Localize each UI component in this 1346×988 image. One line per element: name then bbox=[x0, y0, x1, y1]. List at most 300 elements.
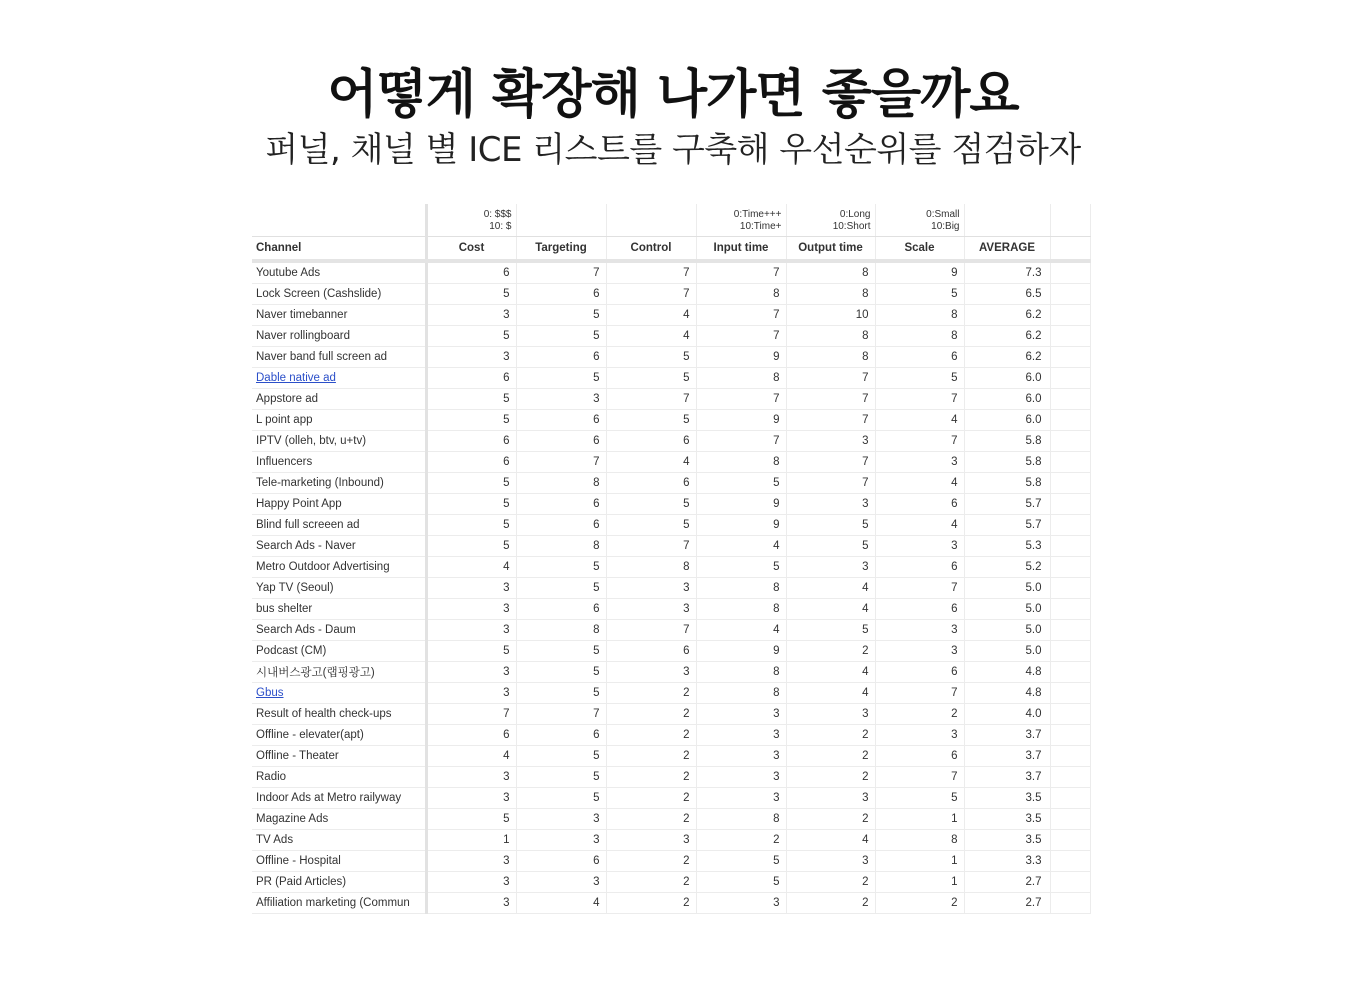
score-cell: 6 bbox=[516, 494, 606, 515]
empty-cell bbox=[1050, 872, 1090, 893]
note-cell: 10:Time+ bbox=[696, 221, 786, 237]
empty-cell bbox=[1050, 515, 1090, 536]
score-cell: 7 bbox=[786, 452, 875, 473]
channel-cell[interactable] bbox=[252, 368, 426, 389]
score-cell: 9 bbox=[696, 347, 786, 368]
score-cell: 10 bbox=[786, 305, 875, 326]
average-cell: 5.8 bbox=[964, 452, 1050, 473]
header-channel: Channel bbox=[252, 237, 426, 262]
channel-cell: Magazine Ads bbox=[252, 809, 426, 830]
header-row bbox=[252, 237, 1090, 262]
channel-cell: bus shelter bbox=[252, 599, 426, 620]
score-cell: 7 bbox=[696, 326, 786, 347]
score-cell: 8 bbox=[696, 368, 786, 389]
average-cell: 3.5 bbox=[964, 809, 1050, 830]
note-cell bbox=[964, 204, 1050, 221]
score-cell: 3 bbox=[786, 431, 875, 452]
score-cell: 6 bbox=[516, 431, 606, 452]
score-cell: 2 bbox=[606, 893, 696, 914]
average-cell: 7.3 bbox=[964, 261, 1050, 284]
score-cell: 7 bbox=[786, 389, 875, 410]
average-cell: 5.2 bbox=[964, 557, 1050, 578]
empty-cell bbox=[1050, 620, 1090, 641]
table-row bbox=[252, 431, 1090, 452]
score-cell: 1 bbox=[426, 830, 516, 851]
average-cell: 5.3 bbox=[964, 536, 1050, 557]
average-cell: 3.7 bbox=[964, 746, 1050, 767]
score-cell: 4 bbox=[786, 830, 875, 851]
score-cell: 6 bbox=[875, 746, 964, 767]
note-cell: 10: $ bbox=[426, 221, 516, 237]
empty-cell bbox=[1050, 473, 1090, 494]
average-cell: 4.8 bbox=[964, 662, 1050, 683]
score-cell: 3 bbox=[786, 851, 875, 872]
score-cell: 8 bbox=[516, 620, 606, 641]
score-cell: 5 bbox=[426, 326, 516, 347]
channel-cell: Tele-marketing (Inbound) bbox=[252, 473, 426, 494]
table-row bbox=[252, 515, 1090, 536]
score-cell: 8 bbox=[696, 599, 786, 620]
score-cell: 5 bbox=[696, 473, 786, 494]
table-row bbox=[252, 767, 1090, 788]
score-cell: 3 bbox=[786, 704, 875, 725]
score-cell: 3 bbox=[606, 599, 696, 620]
score-cell: 1 bbox=[875, 872, 964, 893]
empty-cell bbox=[1050, 893, 1090, 914]
average-cell: 2.7 bbox=[964, 893, 1050, 914]
score-cell: 5 bbox=[516, 368, 606, 389]
header-average: AVERAGE bbox=[964, 237, 1050, 262]
score-cell: 8 bbox=[696, 452, 786, 473]
average-cell: 5.8 bbox=[964, 473, 1050, 494]
empty-cell bbox=[1050, 704, 1090, 725]
score-cell: 5 bbox=[606, 347, 696, 368]
score-cell: 7 bbox=[606, 284, 696, 305]
score-cell: 7 bbox=[426, 704, 516, 725]
score-cell: 8 bbox=[516, 473, 606, 494]
score-cell: 6 bbox=[875, 599, 964, 620]
score-cell: 5 bbox=[875, 284, 964, 305]
channel-cell: IPTV (olleh, btv, u+tv) bbox=[252, 431, 426, 452]
channel-cell: Youtube Ads bbox=[252, 261, 426, 284]
score-cell: 8 bbox=[786, 284, 875, 305]
score-cell: 7 bbox=[696, 431, 786, 452]
score-cell: 4 bbox=[606, 326, 696, 347]
score-cell: 5 bbox=[426, 284, 516, 305]
score-cell: 6 bbox=[426, 431, 516, 452]
channel-cell: Naver rollingboard bbox=[252, 326, 426, 347]
score-cell: 6 bbox=[606, 641, 696, 662]
score-cell: 6 bbox=[606, 431, 696, 452]
table-row bbox=[252, 704, 1090, 725]
scale-note-row-top bbox=[252, 204, 1090, 221]
score-cell: 3 bbox=[426, 662, 516, 683]
score-cell: 4 bbox=[426, 557, 516, 578]
empty-cell bbox=[1050, 261, 1090, 284]
score-cell: 5 bbox=[516, 746, 606, 767]
score-cell: 1 bbox=[875, 809, 964, 830]
score-cell: 2 bbox=[606, 725, 696, 746]
score-cell: 5 bbox=[516, 305, 606, 326]
score-cell: 7 bbox=[786, 473, 875, 494]
score-cell: 7 bbox=[786, 368, 875, 389]
score-cell: 3 bbox=[426, 578, 516, 599]
score-cell: 3 bbox=[875, 725, 964, 746]
score-cell: 4 bbox=[875, 515, 964, 536]
score-cell: 7 bbox=[875, 578, 964, 599]
empty-cell bbox=[1050, 204, 1090, 221]
score-cell: 7 bbox=[696, 389, 786, 410]
score-cell: 4 bbox=[606, 305, 696, 326]
empty-cell bbox=[1050, 431, 1090, 452]
score-cell: 9 bbox=[875, 261, 964, 284]
table-row bbox=[252, 368, 1090, 389]
score-cell: 4 bbox=[516, 893, 606, 914]
header-output-time: Output time bbox=[786, 237, 875, 262]
table-row bbox=[252, 662, 1090, 683]
empty-cell bbox=[1050, 662, 1090, 683]
score-cell: 3 bbox=[426, 788, 516, 809]
score-cell: 4 bbox=[696, 536, 786, 557]
score-cell: 8 bbox=[786, 261, 875, 284]
score-cell: 4 bbox=[786, 662, 875, 683]
score-cell: 4 bbox=[786, 599, 875, 620]
ice-spreadsheet bbox=[252, 204, 1090, 914]
note-cell: 10:Big bbox=[875, 221, 964, 237]
channel-cell: Offline - Theater bbox=[252, 746, 426, 767]
average-cell: 3.7 bbox=[964, 725, 1050, 746]
channel-cell: Happy Point App bbox=[252, 494, 426, 515]
score-cell: 5 bbox=[696, 872, 786, 893]
score-cell: 2 bbox=[606, 809, 696, 830]
table-row bbox=[252, 788, 1090, 809]
score-cell: 3 bbox=[516, 809, 606, 830]
empty-cell bbox=[1050, 578, 1090, 599]
empty-cell bbox=[1050, 809, 1090, 830]
score-cell: 5 bbox=[426, 641, 516, 662]
average-cell: 6.2 bbox=[964, 305, 1050, 326]
score-cell: 2 bbox=[606, 788, 696, 809]
score-cell: 9 bbox=[696, 494, 786, 515]
score-cell: 9 bbox=[696, 410, 786, 431]
score-cell: 2 bbox=[786, 767, 875, 788]
score-cell: 3 bbox=[516, 872, 606, 893]
table-row bbox=[252, 872, 1090, 893]
score-cell: 7 bbox=[516, 452, 606, 473]
table-row bbox=[252, 305, 1090, 326]
score-cell: 5 bbox=[875, 368, 964, 389]
table-row bbox=[252, 473, 1090, 494]
channel-cell[interactable] bbox=[252, 683, 426, 704]
table-row bbox=[252, 851, 1090, 872]
score-cell: 3 bbox=[516, 389, 606, 410]
score-cell: 8 bbox=[696, 809, 786, 830]
score-cell: 4 bbox=[606, 452, 696, 473]
score-cell: 6 bbox=[516, 410, 606, 431]
score-cell: 5 bbox=[426, 494, 516, 515]
average-cell: 6.5 bbox=[964, 284, 1050, 305]
score-cell: 6 bbox=[426, 725, 516, 746]
score-cell: 8 bbox=[875, 305, 964, 326]
score-cell: 3 bbox=[786, 788, 875, 809]
score-cell: 5 bbox=[875, 788, 964, 809]
score-cell: 5 bbox=[516, 683, 606, 704]
score-cell: 7 bbox=[696, 261, 786, 284]
empty-cell bbox=[1050, 326, 1090, 347]
score-cell: 6 bbox=[875, 494, 964, 515]
channel-cell: Blind full screeen ad bbox=[252, 515, 426, 536]
score-cell: 9 bbox=[696, 515, 786, 536]
channel-cell: PR (Paid Articles) bbox=[252, 872, 426, 893]
empty-cell bbox=[1050, 683, 1090, 704]
note-cell bbox=[516, 204, 606, 221]
score-cell: 6 bbox=[875, 662, 964, 683]
empty-cell bbox=[1050, 536, 1090, 557]
score-cell: 9 bbox=[696, 641, 786, 662]
table-row bbox=[252, 557, 1090, 578]
channel-cell: Offline - Hospital bbox=[252, 851, 426, 872]
average-cell: 6.0 bbox=[964, 368, 1050, 389]
score-cell: 3 bbox=[426, 851, 516, 872]
score-cell: 3 bbox=[426, 599, 516, 620]
table-row bbox=[252, 347, 1090, 368]
table-row bbox=[252, 494, 1090, 515]
header-cost: Cost bbox=[426, 237, 516, 262]
score-cell: 3 bbox=[786, 494, 875, 515]
score-cell: 5 bbox=[426, 389, 516, 410]
channel-cell: TV Ads bbox=[252, 830, 426, 851]
score-cell: 5 bbox=[606, 410, 696, 431]
score-cell: 3 bbox=[516, 830, 606, 851]
score-cell: 6 bbox=[606, 473, 696, 494]
table-row bbox=[252, 536, 1090, 557]
score-cell: 8 bbox=[606, 557, 696, 578]
empty-cell bbox=[1050, 557, 1090, 578]
empty-cell bbox=[1050, 221, 1090, 237]
score-cell: 5 bbox=[606, 515, 696, 536]
table-row bbox=[252, 284, 1090, 305]
note-cell: 10:Short bbox=[786, 221, 875, 237]
score-cell: 2 bbox=[606, 851, 696, 872]
channel-cell: Influencers bbox=[252, 452, 426, 473]
channel-cell: Lock Screen (Cashslide) bbox=[252, 284, 426, 305]
table-row bbox=[252, 410, 1090, 431]
score-cell: 3 bbox=[696, 725, 786, 746]
score-cell: 4 bbox=[426, 746, 516, 767]
empty-cell bbox=[1050, 767, 1090, 788]
score-cell: 5 bbox=[696, 557, 786, 578]
score-cell: 6 bbox=[516, 515, 606, 536]
score-cell: 3 bbox=[426, 620, 516, 641]
table-row bbox=[252, 261, 1090, 284]
average-cell: 5.8 bbox=[964, 431, 1050, 452]
empty-cell bbox=[1050, 389, 1090, 410]
score-cell: 2 bbox=[606, 746, 696, 767]
score-cell: 5 bbox=[516, 557, 606, 578]
empty-cell bbox=[1050, 830, 1090, 851]
note-cell bbox=[252, 221, 426, 237]
note-cell: 0: $$$ bbox=[426, 204, 516, 221]
note-cell bbox=[252, 204, 426, 221]
score-cell: 5 bbox=[606, 494, 696, 515]
score-cell: 3 bbox=[426, 767, 516, 788]
score-cell: 6 bbox=[875, 557, 964, 578]
score-cell: 5 bbox=[426, 515, 516, 536]
average-cell: 5.7 bbox=[964, 515, 1050, 536]
score-cell: 5 bbox=[786, 620, 875, 641]
header-input-time: Input time bbox=[696, 237, 786, 262]
score-cell: 8 bbox=[786, 326, 875, 347]
table-row bbox=[252, 452, 1090, 473]
score-cell: 3 bbox=[696, 746, 786, 767]
average-cell: 3.3 bbox=[964, 851, 1050, 872]
table-row bbox=[252, 620, 1090, 641]
score-cell: 6 bbox=[426, 368, 516, 389]
score-cell: 3 bbox=[875, 620, 964, 641]
score-cell: 8 bbox=[875, 326, 964, 347]
score-cell: 7 bbox=[875, 683, 964, 704]
score-cell: 3 bbox=[875, 641, 964, 662]
channel-link[interactable]: Gbus bbox=[256, 687, 284, 699]
channel-cell: Naver timebanner bbox=[252, 305, 426, 326]
score-cell: 6 bbox=[516, 347, 606, 368]
score-cell: 4 bbox=[875, 410, 964, 431]
score-cell: 2 bbox=[786, 893, 875, 914]
score-cell: 3 bbox=[426, 872, 516, 893]
table-row bbox=[252, 599, 1090, 620]
score-cell: 2 bbox=[606, 704, 696, 725]
score-cell: 2 bbox=[606, 767, 696, 788]
empty-cell bbox=[1050, 725, 1090, 746]
note-cell: 0:Small bbox=[875, 204, 964, 221]
score-cell: 3 bbox=[696, 893, 786, 914]
score-cell: 4 bbox=[875, 473, 964, 494]
score-cell: 1 bbox=[875, 851, 964, 872]
score-cell: 2 bbox=[786, 809, 875, 830]
score-cell: 5 bbox=[516, 641, 606, 662]
slide-subtitle: 퍼널, 채널 별 ICE 리스트를 구축해 우선순위를 점검하자 bbox=[265, 130, 1081, 170]
ice-table bbox=[252, 204, 1091, 914]
score-cell: 3 bbox=[426, 683, 516, 704]
channel-link[interactable]: Dable native ad bbox=[256, 372, 336, 384]
score-cell: 2 bbox=[875, 893, 964, 914]
score-cell: 5 bbox=[426, 809, 516, 830]
score-cell: 6 bbox=[426, 261, 516, 284]
score-cell: 3 bbox=[606, 662, 696, 683]
score-cell: 2 bbox=[786, 746, 875, 767]
score-cell: 3 bbox=[786, 557, 875, 578]
table-row bbox=[252, 389, 1090, 410]
score-cell: 5 bbox=[516, 662, 606, 683]
empty-cell bbox=[1050, 237, 1090, 262]
score-cell: 7 bbox=[516, 704, 606, 725]
average-cell: 4.8 bbox=[964, 683, 1050, 704]
score-cell: 6 bbox=[516, 284, 606, 305]
score-cell: 8 bbox=[696, 284, 786, 305]
channel-cell: Offline - elevater(apt) bbox=[252, 725, 426, 746]
score-cell: 2 bbox=[606, 872, 696, 893]
header-targeting: Targeting bbox=[516, 237, 606, 262]
note-cell: 0:Long bbox=[786, 204, 875, 221]
score-cell: 3 bbox=[696, 767, 786, 788]
average-cell: 3.5 bbox=[964, 788, 1050, 809]
average-cell: 5.0 bbox=[964, 620, 1050, 641]
channel-cell: Search Ads - Daum bbox=[252, 620, 426, 641]
score-cell: 7 bbox=[875, 767, 964, 788]
empty-cell bbox=[1050, 851, 1090, 872]
channel-cell: Result of health check-ups bbox=[252, 704, 426, 725]
channel-cell: Podcast (CM) bbox=[252, 641, 426, 662]
channel-cell: Affiliation marketing (Commun bbox=[252, 893, 426, 914]
channel-cell: Radio bbox=[252, 767, 426, 788]
score-cell: 2 bbox=[606, 683, 696, 704]
score-cell: 3 bbox=[875, 536, 964, 557]
score-cell: 5 bbox=[516, 326, 606, 347]
channel-cell: Metro Outdoor Advertising bbox=[252, 557, 426, 578]
average-cell: 5.0 bbox=[964, 578, 1050, 599]
score-cell: 3 bbox=[426, 305, 516, 326]
average-cell: 3.5 bbox=[964, 830, 1050, 851]
average-cell: 3.7 bbox=[964, 767, 1050, 788]
score-cell: 3 bbox=[426, 347, 516, 368]
score-cell: 7 bbox=[606, 389, 696, 410]
score-cell: 7 bbox=[786, 410, 875, 431]
score-cell: 5 bbox=[426, 536, 516, 557]
score-cell: 3 bbox=[875, 452, 964, 473]
header-scale: Scale bbox=[875, 237, 964, 262]
score-cell: 6 bbox=[516, 725, 606, 746]
score-cell: 5 bbox=[516, 788, 606, 809]
score-cell: 5 bbox=[516, 767, 606, 788]
score-cell: 7 bbox=[606, 620, 696, 641]
score-cell: 8 bbox=[696, 662, 786, 683]
score-cell: 7 bbox=[875, 431, 964, 452]
note-cell: 0:Time+++ bbox=[696, 204, 786, 221]
score-cell: 5 bbox=[786, 515, 875, 536]
score-cell: 8 bbox=[875, 830, 964, 851]
score-cell: 7 bbox=[606, 536, 696, 557]
note-cell bbox=[516, 221, 606, 237]
slide-title: 어떻게 확장해 나가면 좋을까요 bbox=[327, 65, 1019, 125]
score-cell: 8 bbox=[786, 347, 875, 368]
table-row bbox=[252, 725, 1090, 746]
score-cell: 7 bbox=[696, 305, 786, 326]
table-row bbox=[252, 746, 1090, 767]
average-cell: 5.0 bbox=[964, 641, 1050, 662]
score-cell: 6 bbox=[516, 851, 606, 872]
note-cell bbox=[964, 221, 1050, 237]
average-cell: 4.0 bbox=[964, 704, 1050, 725]
table-row bbox=[252, 326, 1090, 347]
empty-cell bbox=[1050, 746, 1090, 767]
score-cell: 3 bbox=[696, 788, 786, 809]
note-cell bbox=[606, 221, 696, 237]
score-cell: 8 bbox=[516, 536, 606, 557]
score-cell: 6 bbox=[426, 452, 516, 473]
table-row bbox=[252, 578, 1090, 599]
empty-cell bbox=[1050, 410, 1090, 431]
empty-cell bbox=[1050, 788, 1090, 809]
empty-cell bbox=[1050, 347, 1090, 368]
empty-cell bbox=[1050, 452, 1090, 473]
empty-cell bbox=[1050, 284, 1090, 305]
score-cell: 8 bbox=[696, 683, 786, 704]
score-cell: 5 bbox=[516, 578, 606, 599]
score-cell: 7 bbox=[875, 389, 964, 410]
score-cell: 6 bbox=[875, 347, 964, 368]
average-cell: 5.7 bbox=[964, 494, 1050, 515]
score-cell: 8 bbox=[696, 578, 786, 599]
